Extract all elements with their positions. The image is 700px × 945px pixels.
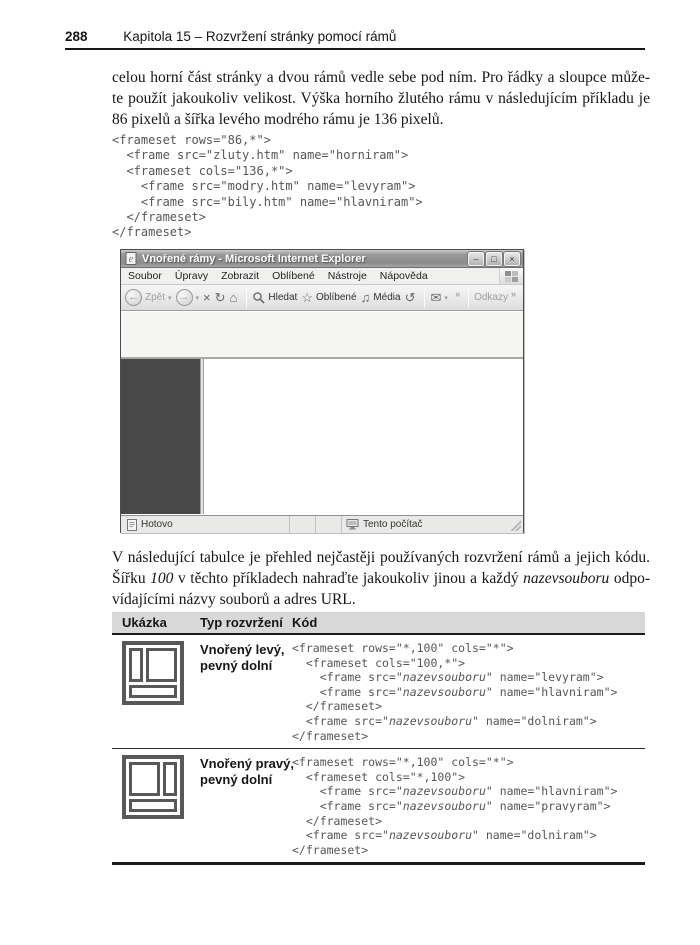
back-button[interactable]: ← Zpět ▾ bbox=[125, 289, 172, 306]
layout-code: <frameset rows="*,100" cols="*"> <frameset cols="*,100"> <frame src="nazevsouboru" name="hlavniram"> <frame src="nazevsouboru" name="pravyram"> </frameset> <frame src="nazevsouboru" name="dolniram"> </frameset> bbox=[292, 755, 618, 857]
ie-app-icon bbox=[125, 252, 138, 265]
status-divider bbox=[315, 516, 341, 533]
page-number: 288 bbox=[65, 29, 88, 44]
table-bottom-rule bbox=[112, 862, 645, 865]
browser-toolbar bbox=[121, 285, 523, 311]
left-frame-levyram bbox=[121, 359, 200, 514]
diagram-bottom-frame bbox=[129, 799, 177, 812]
column-header-ukazka: Ukázka bbox=[122, 615, 167, 630]
diagram-right-frame bbox=[163, 762, 177, 796]
table-header-row bbox=[112, 612, 645, 635]
frameset-code-example: <frameset rows="86,*"> <frame src="zluty.htm" name="horniram"> <frameset cols="136,*"> <frame src="modry.htm" name="levyram"> <frame src="bily.htm" name="hlavniram"> </frameset> </frameset> bbox=[112, 133, 423, 240]
links-label[interactable]: Odkazy bbox=[474, 292, 508, 303]
minimize-button[interactable]: – bbox=[468, 252, 484, 266]
diagram-main-frame bbox=[129, 762, 160, 796]
mail-dropdown-icon[interactable]: ▾ bbox=[444, 294, 448, 302]
menu-soubor[interactable]: Soubor bbox=[128, 270, 162, 282]
table-row bbox=[112, 748, 645, 862]
status-divider bbox=[289, 516, 315, 533]
toolbar-separator bbox=[246, 288, 247, 308]
back-dropdown-icon[interactable]: ▾ bbox=[168, 294, 172, 302]
layout-diagram-nested-left-fixed-bottom bbox=[122, 641, 184, 705]
status-left bbox=[123, 516, 177, 533]
window-titlebar[interactable] bbox=[121, 250, 523, 268]
diagram-main-frame bbox=[146, 648, 177, 682]
home-icon: ⌂ bbox=[229, 289, 238, 305]
menu-nastroje[interactable]: Nástroje bbox=[327, 270, 367, 282]
media-button[interactable]: ♫ Média bbox=[360, 289, 401, 305]
preview-cell bbox=[112, 641, 200, 743]
back-icon: ← bbox=[125, 289, 142, 306]
history-button[interactable] bbox=[405, 291, 416, 305]
mail-icon: ✉ bbox=[430, 289, 442, 305]
chapter-title: Kapitola 15 – Rozvržení stránky pomocí rámů bbox=[123, 29, 397, 44]
menu-bar bbox=[121, 268, 523, 285]
browser-viewport bbox=[121, 311, 523, 515]
preview-cell bbox=[112, 755, 200, 857]
toolbar-overflow-chevron[interactable]: » bbox=[455, 288, 461, 299]
toolbar-separator bbox=[468, 288, 469, 308]
window-title: Vnořené rámy - Microsoft Internet Explorer bbox=[142, 252, 366, 265]
links-overflow-chevron[interactable]: » bbox=[510, 288, 516, 299]
column-header-kod: Kód bbox=[292, 615, 318, 630]
forward-icon: → bbox=[176, 289, 193, 306]
links-bar bbox=[452, 288, 519, 308]
layout-code: <frameset rows="*,100" cols="*"> <frameset cols="100,*"> <frame src="nazevsouboru" name="levyram"> <frame src="nazevsouboru" name="hlavniram"> </frameset> <frame src="nazevsouboru" name="dolniram"> </frameset> bbox=[292, 641, 618, 743]
running-head bbox=[65, 29, 645, 44]
menu-napoveda[interactable]: Nápověda bbox=[379, 270, 428, 282]
menu-zobrazit[interactable]: Zobrazit bbox=[221, 270, 260, 282]
search-button[interactable]: Hledat bbox=[252, 291, 297, 304]
ie-window-screenshot bbox=[120, 249, 524, 533]
menu-oblibene[interactable]: Oblíbené bbox=[272, 270, 315, 282]
frame-layouts-table bbox=[112, 612, 645, 865]
media-icon: ♫ bbox=[360, 289, 371, 305]
diagram-left-frame bbox=[129, 648, 143, 682]
stop-button[interactable] bbox=[203, 291, 211, 305]
forward-dropdown-icon[interactable]: ▾ bbox=[195, 294, 200, 302]
stop-icon: × bbox=[203, 289, 211, 305]
search-icon bbox=[252, 291, 265, 304]
layout-type: Vnořený levý, pevný dolní bbox=[200, 642, 285, 673]
toolbar-separator bbox=[424, 288, 425, 308]
layout-type: Vnořený pravý, pevný dolní bbox=[200, 756, 294, 788]
table-intro-paragraph: V následující tabulce je přehled nejčastěji používaných rozvržení rámů a jejich kódu. Šířku 100 v těchto příkladech nahraďte jakoukoliv jinou a každý nazevsouboru odpo- vídajícími názvy souborů a adres URL. bbox=[112, 549, 651, 608]
column-header-typ: Typ rozvržení bbox=[200, 615, 283, 630]
page-status-icon bbox=[127, 519, 137, 531]
refresh-icon: ↻ bbox=[214, 289, 226, 305]
favorites-star-icon: ☆ bbox=[301, 289, 313, 305]
layout-diagram-nested-right-fixed-bottom bbox=[122, 755, 184, 819]
top-frame-horniram bbox=[121, 312, 523, 359]
windows-logo-icon bbox=[499, 268, 523, 284]
zone-text: Tento počítač bbox=[363, 519, 423, 530]
mail-button[interactable] bbox=[430, 291, 447, 305]
status-text: Hotovo bbox=[141, 519, 173, 530]
intro-paragraph: celou horní část stránky a dvou rámů vedle sebe pod ním. Pro řádky a sloupce může- te použít jakoukoliv velikost. Výška horního žlutého rámu v následujícím příkladu je 86 pixelů a šířka levého modrého rámu je 136 pixelů. bbox=[112, 69, 650, 128]
header-rule bbox=[65, 48, 645, 50]
home-button[interactable] bbox=[230, 291, 238, 305]
maximize-button[interactable]: □ bbox=[486, 252, 502, 266]
favorites-button[interactable]: ☆ Oblíbené bbox=[301, 289, 357, 305]
close-button[interactable]: × bbox=[504, 252, 520, 266]
svg-text:e: e bbox=[128, 254, 134, 265]
forward-button[interactable] bbox=[176, 289, 200, 306]
history-icon: ↺ bbox=[404, 289, 416, 305]
resize-grip[interactable] bbox=[509, 519, 521, 531]
diagram-bottom-frame bbox=[129, 685, 177, 698]
security-zone bbox=[341, 516, 509, 533]
table-row bbox=[112, 635, 645, 748]
lower-frames bbox=[121, 359, 523, 514]
menu-upravy[interactable]: Úpravy bbox=[174, 270, 209, 282]
status-bar bbox=[121, 515, 523, 533]
my-computer-icon bbox=[346, 519, 359, 530]
main-frame-hlavniram bbox=[204, 359, 523, 514]
refresh-button[interactable] bbox=[215, 291, 226, 305]
